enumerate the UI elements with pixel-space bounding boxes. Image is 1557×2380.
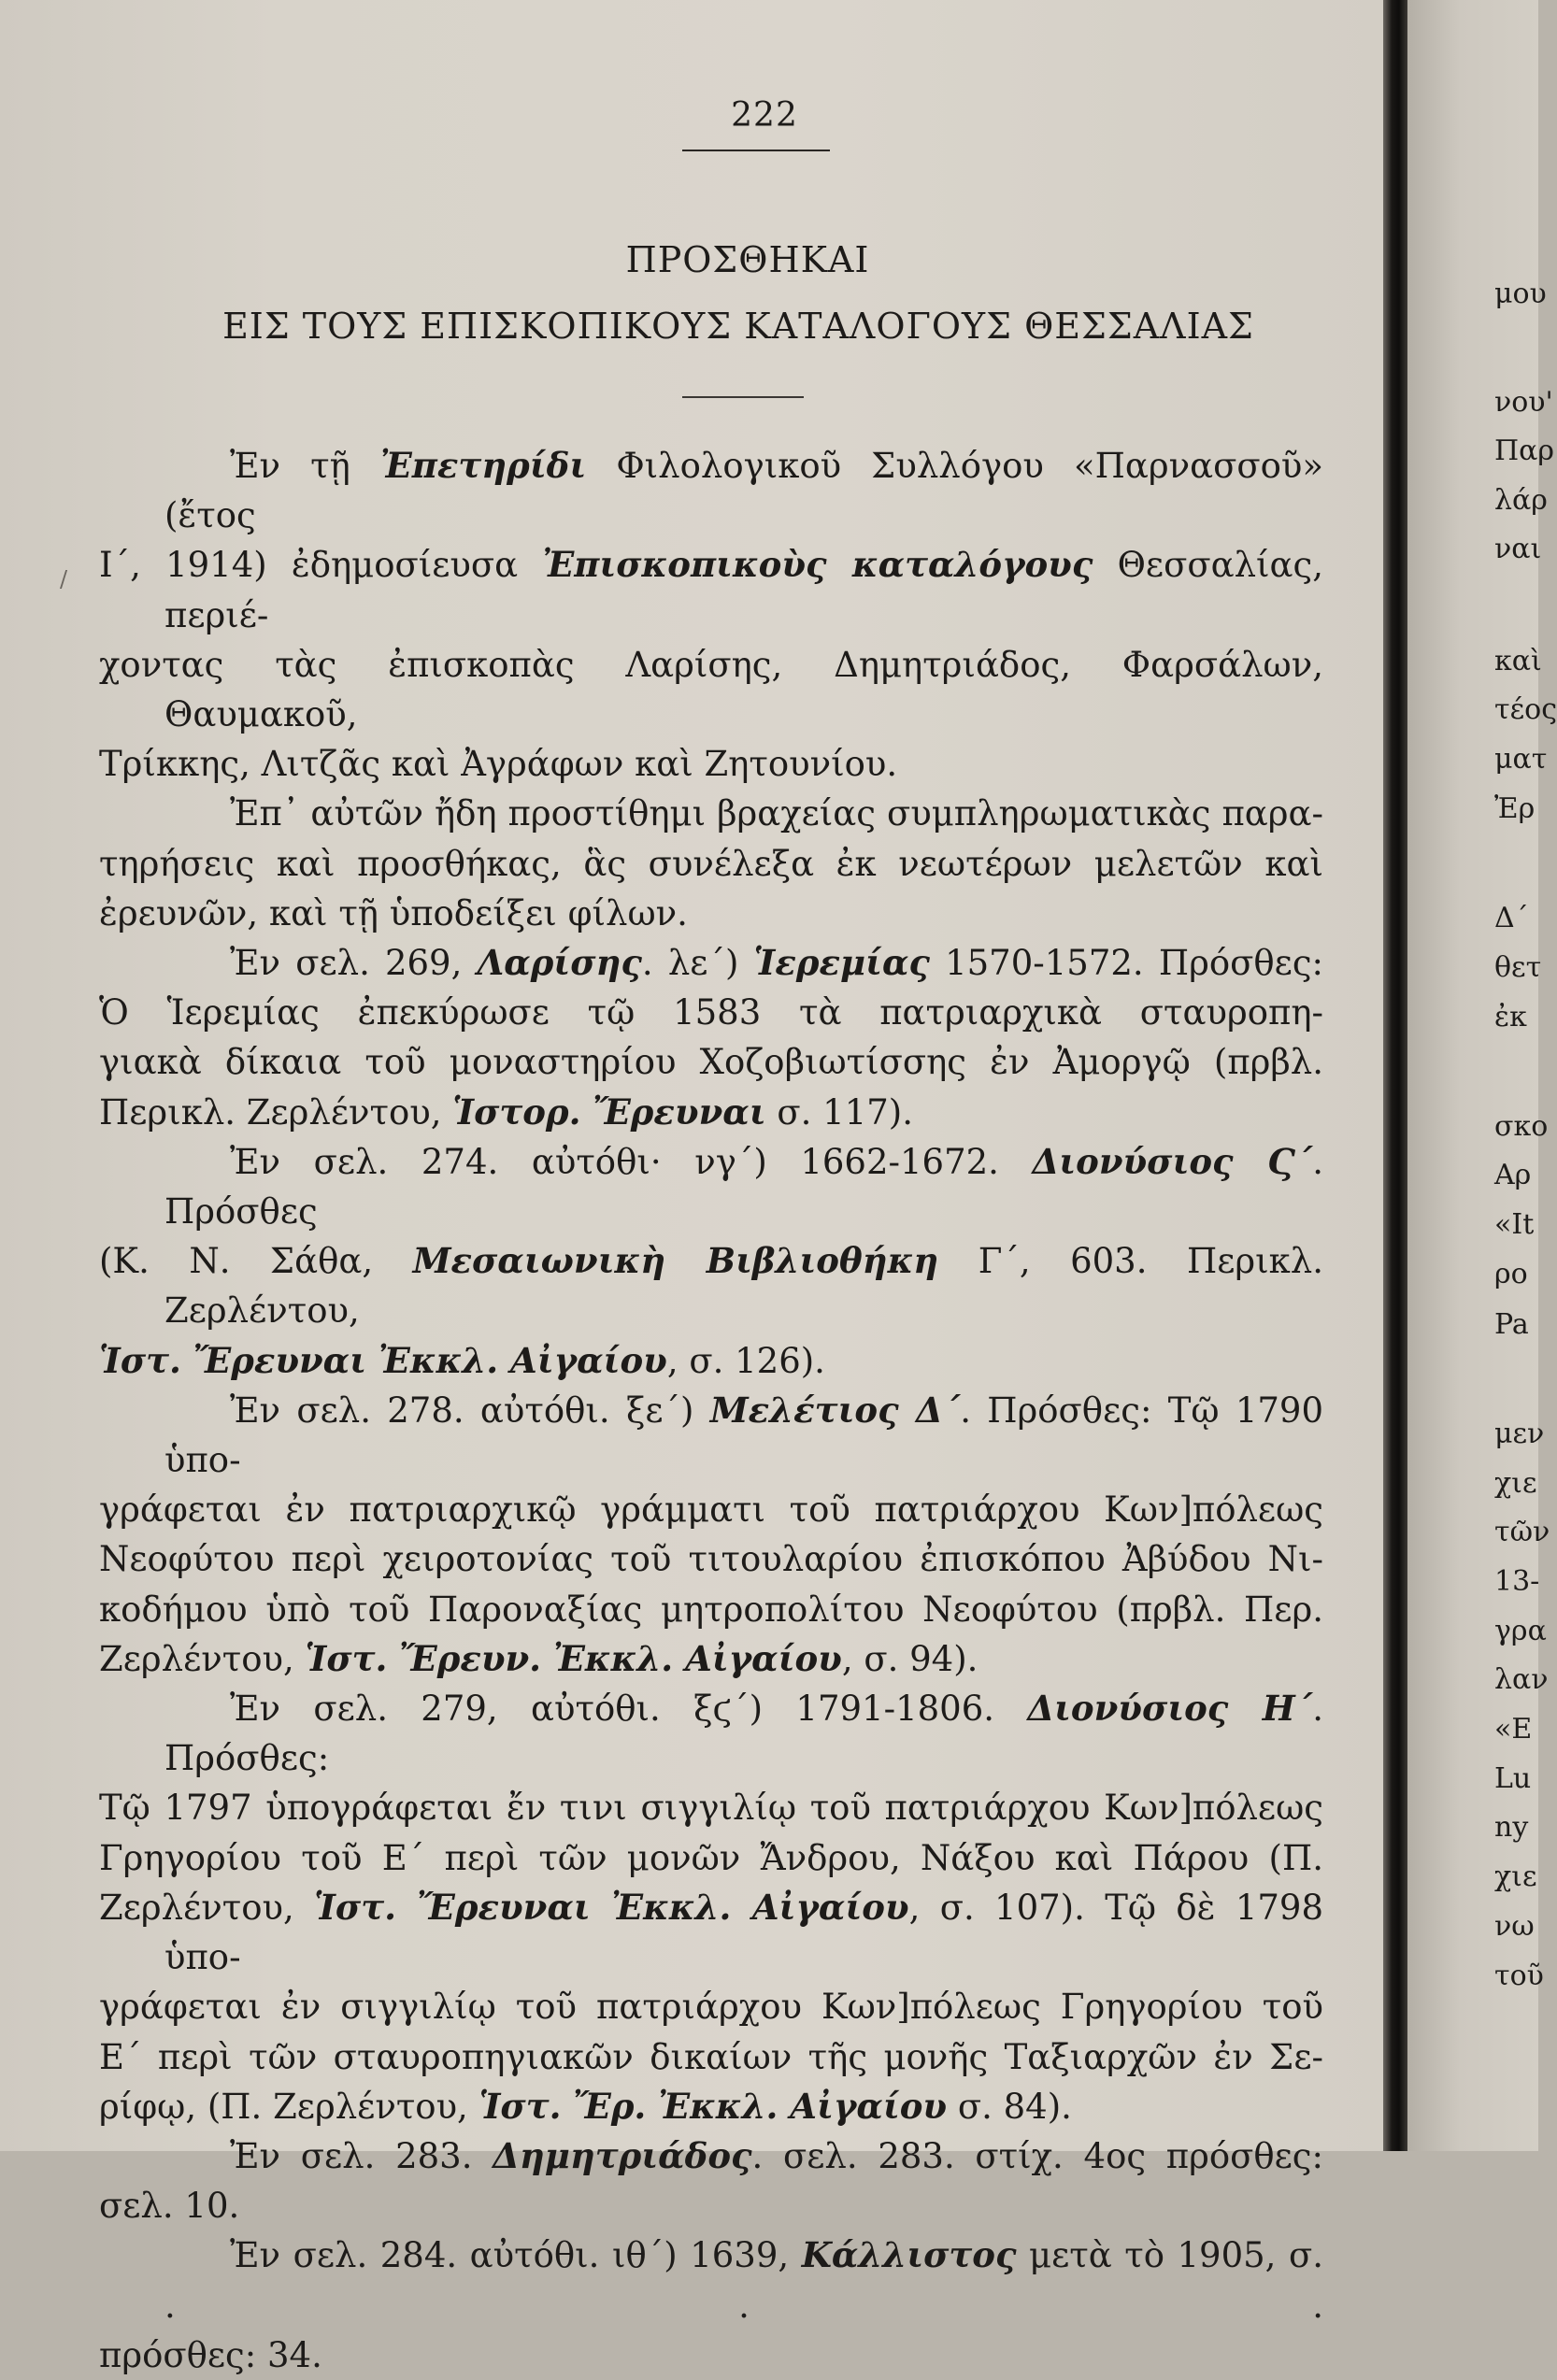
text-line bbox=[99, 839, 1323, 889]
paragraph bbox=[99, 938, 1324, 1137]
next-page-fragment: «It bbox=[1494, 1208, 1535, 1241]
text-line bbox=[164, 441, 1323, 540]
next-page-fragment: λαν bbox=[1494, 1663, 1549, 1696]
text-line bbox=[99, 1485, 1323, 1534]
text-run: μετὰ τὸ 1905, σ. . . . bbox=[164, 2235, 1323, 2326]
next-page-fragment: Pa bbox=[1494, 1308, 1529, 1341]
heading-divider bbox=[682, 396, 804, 398]
next-page-fragment: τέος bbox=[1494, 693, 1557, 726]
text-run: Γρηγορίου τοῦ Ε΄ περὶ τῶν μονῶν Ἄνδρου, Νάξου καὶ Πάρου (Π. bbox=[99, 1837, 1323, 1878]
text-run: 1570-1572. Πρόσθες: bbox=[929, 943, 1324, 984]
text-run: Ὁ Ἱερεμίας ἐπεκύρωσε τῷ 1583 τὰ πατριαρχικὰ σταυροπη- bbox=[99, 992, 1323, 1033]
text-line bbox=[164, 938, 1323, 988]
text-run: Ἐν τῇ bbox=[230, 446, 380, 486]
italic-bold-run: Ἐπισκοπικοὺς καταλόγους bbox=[542, 544, 1093, 586]
text-run: Ἐν σελ. 269, bbox=[230, 943, 478, 984]
text-line bbox=[99, 2181, 1323, 2230]
text-run: ρίφῳ, (Π. Ζερλέντου, bbox=[99, 2086, 479, 2127]
next-page-fragment: καὶ bbox=[1494, 645, 1542, 677]
next-page-fragment: χιε bbox=[1494, 1860, 1537, 1893]
text-line bbox=[99, 640, 1323, 739]
italic-bold-run: Μελέτιος Δ΄ bbox=[709, 1389, 961, 1431]
text-run: Ζερλέντου, bbox=[99, 1887, 315, 1928]
next-page-fragment: μεν bbox=[1494, 1418, 1545, 1450]
text-line bbox=[99, 2032, 1323, 2082]
next-page-fragment: «E bbox=[1494, 1713, 1533, 1746]
next-page-fragment: θετ bbox=[1494, 951, 1542, 984]
text-run: Τῷ 1797 ὑπογράφεται ἔν τινι σιγγιλίῳ τοῦ πατριάρχου Κων]πόλεως bbox=[99, 1788, 1323, 1829]
next-page-fragment: χιε bbox=[1494, 1467, 1537, 1500]
text-line bbox=[164, 2230, 1323, 2330]
text-run: ἐρευνῶν, καὶ τῇ ὑποδείξει φίλων. bbox=[99, 892, 688, 933]
text-run: χοντας τὰς ἐπισκοπὰς Λαρίσης, Δημητριάδος, Φαρσάλων, Θαυμακοῦ, bbox=[99, 644, 1323, 735]
text-run: Ι΄, 1914) ἐδημοσίευσα bbox=[99, 545, 543, 586]
text-run: γράφεται ἐν σιγγιλίῳ τοῦ πατριάρχου Κων]πόλεως Γρηγορίου τοῦ bbox=[99, 1987, 1323, 2028]
text-line bbox=[99, 540, 1323, 639]
body-text bbox=[99, 441, 1324, 2380]
text-run: Γ΄, 603. Περικλ. Ζερλέντου, bbox=[164, 1241, 1323, 1332]
text-run: Τρίκκης, Λιτζᾶς καὶ Ἀγράφων καὶ Ζητουνίου. bbox=[99, 744, 898, 785]
text-run: . λε΄) bbox=[641, 943, 754, 984]
text-run: τηρήσεις καὶ προσθήκας, ἃς συνέλεξα ἐκ νεωτέρων μελετῶν καὶ bbox=[99, 843, 1323, 884]
text-run: , σ. 107). Τῷ δὲ 1798 ὑπο- bbox=[164, 1887, 1324, 1978]
text-line bbox=[99, 1088, 1323, 1137]
text-run: πρόσθες: 34. bbox=[99, 2334, 322, 2375]
text-line bbox=[99, 1585, 1323, 1634]
page-number-rule bbox=[682, 150, 830, 151]
next-page-fragment: ρο bbox=[1494, 1258, 1528, 1290]
next-page-fragment: 13- bbox=[1494, 1565, 1540, 1598]
text-line bbox=[99, 988, 1323, 1037]
text-run: σ. 84). bbox=[947, 2086, 1072, 2127]
italic-bold-run: Μεσαιωνικὴ Βιβλιοθήκη bbox=[412, 1240, 939, 1282]
italic-bold-run: Διονύσιος Ϛ΄ bbox=[1032, 1140, 1313, 1182]
text-run: (Κ. Ν. Σάθα, bbox=[99, 1241, 413, 1282]
text-run: Ἐν σελ. 284. αὐτόθι. ιθ΄) 1639, bbox=[230, 2235, 802, 2276]
italic-bold-run: Κάλλιστος bbox=[801, 2234, 1017, 2276]
text-run: Ἐπ᾿ αὐτῶν ἤδη προστίθημι βραχείας συμπληρωματικὰς παρα- bbox=[230, 793, 1323, 834]
next-page-fragment: μου bbox=[1494, 278, 1547, 310]
text-line bbox=[99, 1982, 1323, 2031]
italic-bold-run: Ἱστ. Ἔρευν. Ἐκκλ. Αἰγαίου bbox=[305, 1637, 842, 1679]
text-run: . σελ. 283. στίχ. 4ος πρόσθες: bbox=[751, 2135, 1323, 2176]
next-page-fragment: νω bbox=[1494, 1910, 1535, 1943]
italic-bold-run: Ἱστ. Ἔρευναι Ἐκκλ. Αἰγαίου bbox=[314, 1886, 909, 1928]
text-run: σελ. 10. bbox=[99, 2186, 240, 2227]
text-run: , σ. 94). bbox=[841, 1638, 978, 1679]
text-run: Ζερλέντου, bbox=[99, 1638, 306, 1679]
next-page-fragment: ny bbox=[1494, 1811, 1529, 1844]
margin-pencil-mark: / bbox=[60, 566, 68, 592]
next-page-fragment: λάρ bbox=[1494, 484, 1548, 517]
text-run: Φιλολογικοῦ Συλλόγου «Παρνασσοῦ» (ἔτος bbox=[164, 446, 1324, 536]
text-run: Ἐν σελ. 279, αὐτόθι. ξϛ΄) 1791-1806. bbox=[230, 1689, 1028, 1730]
next-page-fragment: Αρ bbox=[1494, 1159, 1532, 1191]
text-run: Ἐν σελ. 283. bbox=[230, 2135, 493, 2176]
next-page-fragment: Δ΄ bbox=[1494, 902, 1529, 934]
italic-bold-run: Ἱστ. Ἔρ. Ἐκκλ. Αἰγαίου bbox=[479, 2085, 948, 2127]
text-line bbox=[164, 2131, 1323, 2181]
italic-bold-run: Ἱστορ. Ἔρευναι bbox=[452, 1090, 766, 1133]
text-line bbox=[99, 1236, 1323, 1335]
text-run: Ἐν σελ. 274. αὐτόθι· νγ΄) 1662-1672. bbox=[230, 1141, 1033, 1182]
next-page-fragment: νου' bbox=[1494, 386, 1553, 419]
paragraph bbox=[99, 1137, 1324, 1386]
italic-bold-run: Ἱστ. Ἔρευναι Ἐκκλ. Αἰγαίου bbox=[99, 1339, 667, 1381]
text-run: Περικλ. Ζερλέντου, bbox=[99, 1091, 453, 1133]
text-line bbox=[164, 1137, 1323, 1236]
text-line bbox=[99, 889, 1323, 938]
next-page-fragment: σκο bbox=[1494, 1110, 1549, 1143]
text-run: γράφεται ἐν πατριαρχικῷ γράμματι τοῦ πατριάρχου Κων]πόλεως bbox=[99, 1489, 1323, 1531]
italic-bold-run: Ἱερεμίας bbox=[753, 942, 930, 984]
italic-bold-run: Διονύσιος Η΄ bbox=[1027, 1688, 1313, 1730]
text-run: , σ. 126). bbox=[666, 1340, 825, 1381]
italic-bold-run: Ἐπετηρίδι bbox=[379, 445, 587, 486]
text-line bbox=[99, 1883, 1324, 1982]
next-page-fragment: ματ bbox=[1494, 743, 1548, 776]
text-line bbox=[164, 1684, 1323, 1783]
page-number: 222 bbox=[731, 96, 798, 135]
paragraph bbox=[99, 441, 1324, 789]
italic-bold-run: Λαρίσης bbox=[477, 942, 642, 984]
next-page-fragment: ναι bbox=[1494, 533, 1542, 565]
paragraph bbox=[99, 1386, 1323, 1684]
paragraph bbox=[99, 2230, 1323, 2380]
paragraph bbox=[99, 2131, 1323, 2230]
text-line bbox=[99, 1336, 1323, 1386]
next-page-edge bbox=[1407, 0, 1557, 2151]
next-page-fragment: τοῦ bbox=[1494, 1960, 1544, 1992]
text-run: . Πρόσθες bbox=[164, 1141, 1324, 1233]
next-page-fragment: Παρ bbox=[1494, 435, 1555, 467]
next-page-fragment: Ἐρ bbox=[1494, 792, 1536, 825]
text-run: γιακὰ δίκαια τοῦ μοναστηρίου Χοζοβιωτίσσης ἐν Ἀμοργῷ (πρβλ. bbox=[99, 1042, 1323, 1083]
text-run: σ. 117). bbox=[765, 1091, 913, 1133]
book-gutter bbox=[1383, 0, 1407, 2151]
text-run: . Πρόσθες: Τῷ 1790 ὑπο- bbox=[164, 1390, 1323, 1481]
heading-line-2: ΕΙΣ ΤΟΥΣ ΕΠΙΣΚΟΠΙΚΟΥΣ ΚΑΤΑΛΟΓΟΥΣ ΘΕΣΣΑΛΙΑΣ bbox=[222, 306, 1254, 347]
next-page-fragment: ἐκ bbox=[1494, 1001, 1527, 1033]
paragraph bbox=[99, 1684, 1324, 2131]
next-page-fragment: τῶν bbox=[1494, 1516, 1550, 1548]
text-line bbox=[164, 1386, 1323, 1485]
text-line bbox=[164, 789, 1323, 838]
heading-line-1: ΠΡΟΣΘΗΚΑΙ bbox=[625, 239, 870, 280]
text-line bbox=[99, 1534, 1323, 1584]
text-run: Ε΄ περὶ τῶν σταυροπηγιακῶν δικαίων τῆς μονῆς Ταξιαρχῶν ἐν Σε- bbox=[99, 2036, 1323, 2077]
text-run: Ἐν σελ. 278. αὐτόθι. ξε΄) bbox=[230, 1390, 710, 1431]
text-line bbox=[99, 1783, 1323, 1832]
text-line bbox=[99, 1037, 1323, 1087]
text-run: Νεοφύτου περὶ χειροτονίας τοῦ τιτουλαρίου ἐπισκόπου Ἀβύδου Νι- bbox=[99, 1539, 1323, 1580]
text-run: . Πρόσθες: bbox=[164, 1689, 1323, 1779]
next-page-fragment: γρα bbox=[1494, 1615, 1547, 1647]
text-line bbox=[99, 1833, 1323, 1883]
text-run: Θεσσαλίας, περιέ- bbox=[164, 545, 1323, 635]
text-line bbox=[99, 2330, 1323, 2380]
italic-bold-run: Δημητριάδος bbox=[493, 2134, 752, 2176]
text-line bbox=[99, 739, 1323, 789]
text-run: κοδήμου ὑπὸ τοῦ Παροναξίας μητροπολίτου Νεοφύτου (πρβλ. Περ. bbox=[99, 1589, 1323, 1630]
paragraph bbox=[99, 789, 1323, 938]
text-line bbox=[99, 1634, 1323, 1684]
text-line bbox=[99, 2082, 1323, 2131]
next-page-fragment: Lu bbox=[1494, 1762, 1532, 1795]
